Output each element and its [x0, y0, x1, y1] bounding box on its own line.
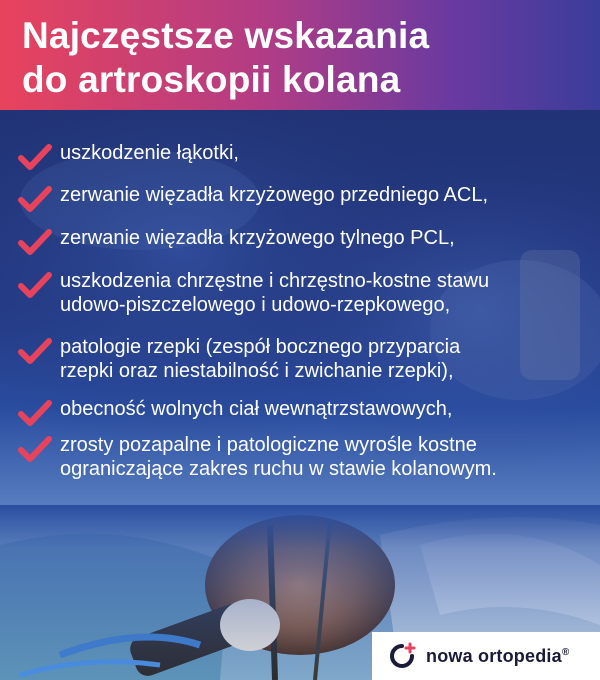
check-icon [18, 186, 52, 214]
list-item-text [60, 227, 588, 251]
list-item-line: obecność wolnych ciał wewnątrzstawowych, [60, 398, 453, 420]
list-item-line: zrosty pozapalne i patologiczne wyrośle kostne [60, 434, 477, 456]
check-icon [18, 272, 52, 300]
list-item-line: rzepki oraz niestabilność i zwichanie rzepki), [60, 359, 454, 382]
plus-circle-logo-icon [388, 642, 416, 670]
list-item-line: patologie rzepki (zespół bocznego przyparcia [60, 336, 461, 358]
list-item-line: uszkodzenie łąkotki, [60, 142, 239, 164]
check-icon [18, 400, 52, 428]
list-item-text [60, 336, 588, 383]
check-icon [18, 436, 52, 464]
check-icon [18, 144, 52, 172]
list-item [18, 434, 588, 481]
list-item [18, 398, 588, 428]
list-item-line: udowo-piszczelowego i udowo-rzepkowego, [60, 293, 451, 316]
list-item [18, 336, 588, 383]
check-icon [18, 338, 52, 366]
list-item [18, 227, 588, 257]
list-item [18, 184, 588, 214]
title-line-1: Najczęstsze wskazania [22, 15, 430, 56]
list-item-line: zerwanie więzadła krzyżowego tylnego PCL, [60, 227, 455, 249]
list-item-text [60, 184, 588, 208]
list-item-text [60, 398, 588, 422]
list-item [18, 142, 588, 172]
title-banner [0, 0, 600, 110]
page-title [22, 14, 429, 102]
title-line-2: do artroskopii kolana [22, 59, 401, 100]
check-icon [18, 229, 52, 257]
list-item-line: zerwanie więzadła krzyżowego przedniego ACL, [60, 184, 489, 206]
brand-name-text: nowa ortopedia [426, 645, 562, 666]
list-item-line: ograniczające zakres ruchu w stawie kolanowym. [60, 457, 497, 480]
brand-name [426, 646, 569, 667]
list-item-text [60, 434, 588, 481]
list-item [18, 270, 588, 317]
brand-logo [372, 632, 600, 680]
list-item-text [60, 142, 588, 166]
list-item-text [60, 270, 588, 317]
list-item-line: uszkodzenia chrzęstne i chrzęstno-kostne stawu [60, 270, 490, 292]
registered-mark: ® [561, 646, 570, 658]
